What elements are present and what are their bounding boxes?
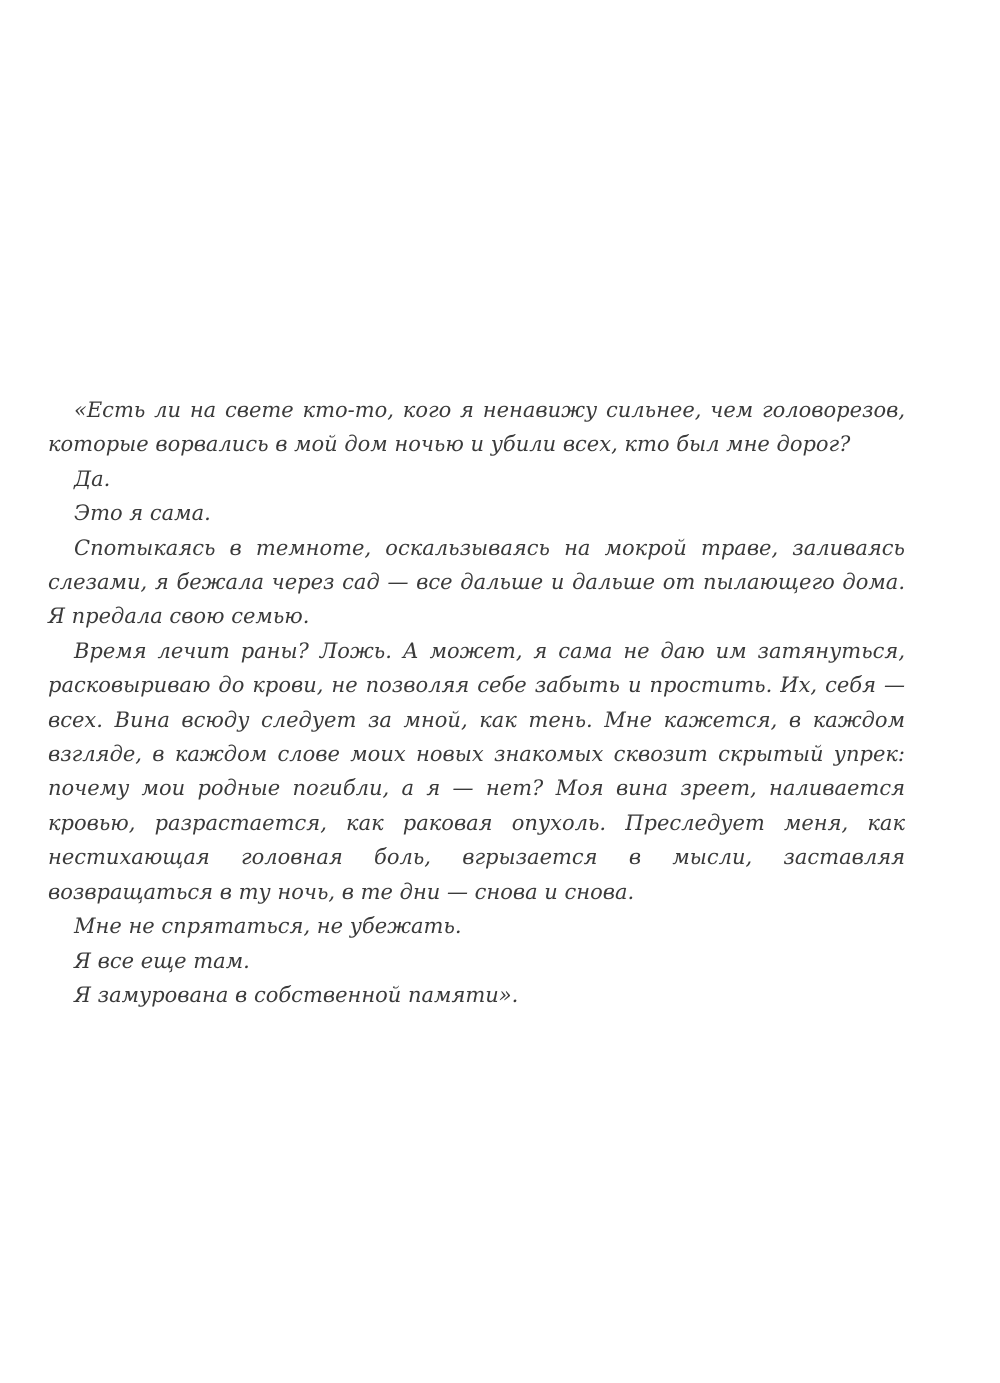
paragraph: Спотыкаясь в темноте, оскальзываясь на мокрой траве, заливаясь слезами, я бежала через сад — все дальше и дальше от пылающего дома. Я предала свою семью. bbox=[48, 535, 905, 629]
paragraph: Я все еще там. bbox=[74, 948, 250, 973]
paragraph: Я замурована в собственной памяти». bbox=[74, 982, 519, 1007]
paragraph: Это я сама. bbox=[74, 501, 211, 526]
paragraph: Мне не спрятаться, не убежать. bbox=[74, 914, 462, 939]
paragraph: Да. bbox=[74, 466, 111, 491]
paragraph: Время лечит раны? Ложь. А может, я сама не даю им затянуться, расковыриваю до крови, не позволяя себе забыть и простить. Их, себя — всех. Вина всюду следует за мной, как тень. Мне кажется, в каждом взгляде, в каждом слове моих новых знакомых сквозит скрытый упрек: почему мои родные погибли, а я — нет? Моя вина зреет, наливается кровью, разрастается, как раковая опухоль. Преследует меня, как нестихающая головная боль, вгрызается в мысли, заставляя возвращаться в ту ночь, в те дни — снова и снова. bbox=[48, 638, 905, 904]
paragraph: «Есть ли на свете кто-то, кого я ненавижу сильнее, чем головорезов, которые ворвались в мой дом ночью и убили всех, кто был мне дорог? bbox=[48, 398, 905, 457]
page-text bbox=[48, 393, 905, 1012]
